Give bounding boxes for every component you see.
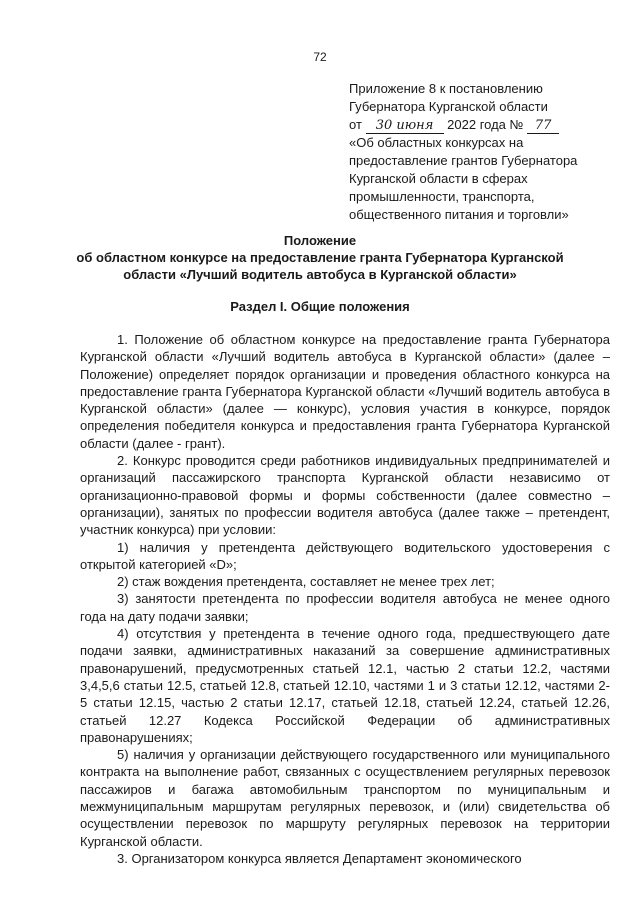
paragraph: 3. Организатором конкурса является Департамент экономического (117, 850, 522, 866)
paragraph: 1. Положение об областном конкурсе на предоставление гранта Губернатора Курганской области «Лучший водитель автобуса в Курганской области» (далее – Положение) определяет порядок организации и проведения областного конкурса на предоставление гранта Губернатора Курганской области «Лучший водитель автобуса в Курганской области» (далее — конкурс), условия участия в конкурсе, порядок определения победителя конкурса и предоставления гранта Губернатора Курганской области (далее - грант). (80, 332, 610, 451)
paragraph: 4) отсутствия у претендента в течение одного года, предшествующего дате подачи заявки, административных наказаний за совершение административных правонарушений, предусмотренных статьей 12.1, частью 2 статьи 12.2, частями 3,4,5,6 статьи 12.5, статьей 12.8, статьей 12.10, частями 1 и 3 статьи 12.12, частями 2-5 статьи 12.15, частью 2 статьи 12.17, статьей 12.18, статьей 12.24, статьей 12.26, статьей 12.27 Кодекса Российской Федерации об административных правонарушениях; (80, 626, 610, 745)
title-line: об областном конкурсе на предоставление гранта Губернатора Курганской (76, 250, 564, 265)
handwritten-number: 77 (527, 119, 559, 134)
appendix-line: «Об областных конкурсах на (349, 135, 524, 150)
appendix-line: предоставление грантов Губернатора (349, 153, 578, 168)
paragraph: 2) стаж вождения претендента, составляет не менее трех лет; (117, 574, 495, 590)
appendix-line: промышленности, транспорта, (349, 189, 535, 204)
handwritten-date: 30 июня (366, 119, 444, 134)
body-text (80, 331, 610, 867)
section-heading: Раздел I. Общие положения (230, 299, 410, 314)
appendix-line: Приложение 8 к постановлению (349, 81, 543, 96)
title-line: области «Лучший водитель автобуса в Курганской области» (123, 267, 517, 282)
appendix-date-line (349, 116, 609, 134)
paragraph: 2. Конкурс проводится среди работников индивидуальных предпринимателей и организаций пассажирского транспорта Курганской области независимо от организационно-правовой формы и формы собственности (далее совместно – организации), занятых по профессии водителя автобуса (далее также – претендент, участник конкурса) при условии: (80, 453, 610, 538)
paragraph: 1) наличия у претендента действующего водительского удостоверения с открытой категорией «D»; (80, 539, 610, 572)
appendix-block (349, 80, 609, 224)
from-prefix: от (349, 117, 362, 132)
document-title (60, 232, 580, 283)
appendix-line: общественного питания и торговли» (349, 207, 569, 222)
appendix-line: Курганской области в сферах (349, 171, 528, 186)
appendix-line: Губернатора Курганской области (349, 99, 548, 114)
page-number: 72 (313, 50, 327, 64)
paragraph: 3) занятости претендента по профессии водителя автобуса не менее одного года на дату подачи заявки; (80, 591, 610, 624)
paragraph: 5) наличия у организации действующего государственного или муниципального контракта на выполнение работ, связанных с осуществлением регулярных перевозок пассажиров и багажа автомобильным транспортом по муниципальным и межмуниципальным маршрутам регулярных перевозок, и (или) свидетельства об осуществлении перевозок по маршруту регулярных перевозок на территории Курганской области. (80, 747, 610, 849)
year-text: 2022 года № (447, 117, 524, 132)
title-line: Положение (283, 233, 357, 248)
